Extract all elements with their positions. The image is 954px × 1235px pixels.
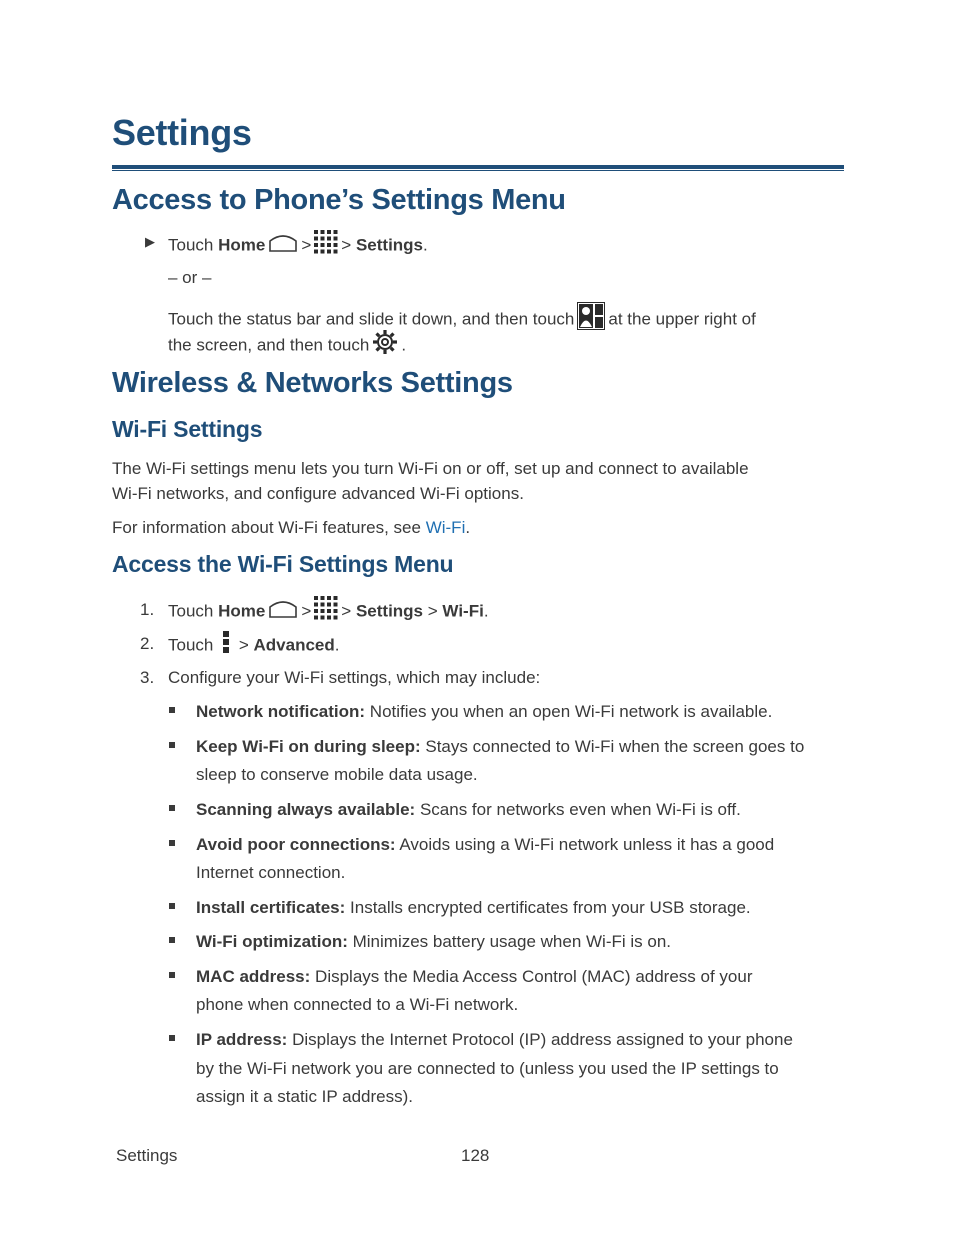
gt-separator: > [341, 235, 352, 255]
square-bullet-icon [169, 937, 175, 943]
footer-section: Settings [116, 1146, 178, 1165]
option-keep-wifi-on-cont: sleep to conserve mobile data usage. [196, 765, 478, 784]
home-icon [268, 232, 298, 260]
alt-instruction-line2: the screen, and then touch . [168, 329, 406, 363]
step-number: 1. [140, 600, 155, 619]
option-ip-address: IP address: Displays the Internet Protocol (IP) address assigned to your phone [196, 1030, 793, 1049]
step-touch-text: Touch [168, 235, 214, 255]
wireless-heading: Wireless & Networks Settings [112, 367, 513, 399]
home-label: Home [218, 601, 266, 621]
wifi-info: For information about Wi-Fi features, see Wi-Fi. [112, 518, 471, 537]
menu-dots-icon [221, 630, 231, 662]
square-bullet-icon [169, 972, 175, 978]
step-1: Touch Home > > Settings > Wi-Fi. [168, 596, 489, 628]
wifi-link[interactable]: Wi-Fi [425, 518, 466, 537]
option-install-certificates: Install certificates: Installs encrypted certificates from your USB storage. [196, 898, 751, 917]
square-bullet-icon [169, 840, 175, 846]
square-bullet-icon [169, 903, 175, 909]
apps-grid-icon [314, 596, 338, 628]
arrow-bullet-icon: ▶ [145, 234, 155, 249]
option-scanning: Scanning always available: Scans for networks even when Wi-Fi is off. [196, 800, 741, 819]
home-label: Home [218, 235, 266, 255]
wifi-intro-line1: The Wi-Fi settings menu lets you turn Wi-Fi on or off, set up and connect to available [112, 459, 749, 478]
square-bullet-icon [169, 742, 175, 748]
home-icon [268, 598, 298, 626]
option-avoid-poor-cont: Internet connection. [196, 863, 346, 882]
wifi-intro-line2: Wi-Fi networks, and configure advanced Wi-Fi options. [112, 484, 524, 503]
settings-label: Settings [355, 235, 424, 255]
quick-settings-icon [577, 302, 605, 338]
alt-instruction-line1: Touch the status bar and slide it down, and then touch at the upper right of [168, 302, 756, 338]
wifi-label: Wi-Fi [442, 601, 484, 621]
option-ip-address-cont: by the Wi-Fi network you are connected to (unless you used the IP settings to [196, 1059, 779, 1078]
advanced-label: Advanced [253, 635, 335, 655]
option-keep-wifi-on: Keep Wi-Fi on during sleep: Stays connected to Wi-Fi when the screen goes to [196, 737, 805, 756]
settings-label: Settings [355, 601, 424, 621]
option-mac-address: MAC address: Displays the Media Access Control (MAC) address of your [196, 967, 753, 986]
gear-icon [372, 329, 398, 363]
title-rule [112, 165, 844, 169]
step-number: 3. [140, 668, 155, 687]
square-bullet-icon [169, 707, 175, 713]
square-bullet-icon [169, 805, 175, 811]
option-ip-address-cont2: assign it a static IP address). [196, 1087, 414, 1106]
page-number: 128 [461, 1146, 490, 1165]
or-separator: – or – [168, 268, 212, 287]
page-title: Settings [112, 112, 252, 153]
access-settings-heading: Access to Phone’s Settings Menu [112, 184, 566, 216]
title-rule-thin [112, 170, 844, 171]
step-2: Touch > Advanced. [168, 630, 340, 662]
option-mac-address-cont: phone when connected to a Wi-Fi network. [196, 995, 519, 1014]
option-avoid-poor: Avoid poor connections: Avoids using a Wi-Fi network unless it has a good [196, 835, 775, 854]
step-number: 2. [140, 634, 155, 653]
option-wifi-optimization: Wi-Fi optimization: Minimizes battery usage when Wi-Fi is on. [196, 932, 671, 951]
square-bullet-icon [169, 1035, 175, 1041]
access-wifi-menu-heading: Access the Wi-Fi Settings Menu [112, 551, 454, 577]
gt-separator: > [301, 235, 312, 255]
access-step: Touch Home > > Settings. [168, 230, 428, 262]
step-3: Configure your Wi-Fi settings, which may include: [168, 668, 541, 687]
wifi-settings-heading: Wi-Fi Settings [112, 416, 263, 442]
option-network-notification: Network notification: Notifies you when an open Wi-Fi network is available. [196, 702, 773, 721]
apps-grid-icon [314, 230, 338, 262]
